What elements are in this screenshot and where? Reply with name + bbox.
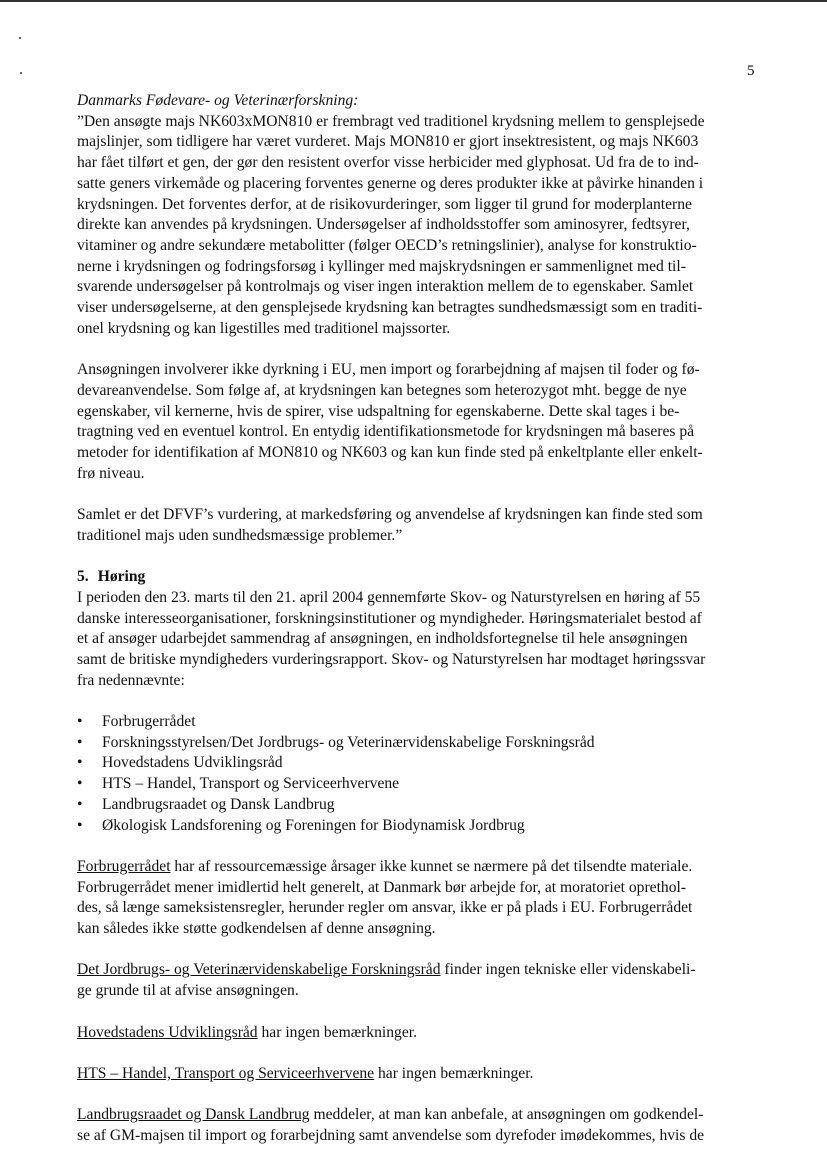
text-line: majslinjer, som tidligere har været vurderet. Majs MON810 er gjort insektresistent, og majs NK603 — [77, 133, 699, 151]
text-line: danske interesseorganisationer, forskningsinstitutioner og myndigheder. Høringsmaterialet bestod af — [77, 609, 702, 627]
text-line: onel krydsning og kan ligestilles med traditionel majssorter. — [77, 319, 451, 337]
bullet-icon: • — [77, 816, 83, 834]
text-line: I perioden den 23. marts til den 21. april 2004 gennemførte Skov- og Naturstyrelsen en høring af 55 — [77, 588, 701, 606]
text-line — [77, 1023, 757, 1044]
text-line — [77, 1064, 757, 1085]
response-text: har ingen bemærkninger. — [257, 1023, 417, 1041]
text-line: Forbrugerrådet mener imidlertid helt generelt, at Danmark bør arbejde for, at moratoriet oprethol- — [77, 878, 687, 896]
text-line: svarende undersøgelser på kontrolmajs og viser ingen interaktion mellem de to egenskaber. Samlet — [77, 278, 694, 296]
text-line: har fået tilført et gen, der gør den resistent overfor visse herbicider med glyphosat. Ud fra de to ind- — [77, 154, 699, 172]
text-line: kan således ikke støtte godkendelsen af denne ansøgning. — [77, 920, 436, 938]
quote-paragraph-2 — [77, 360, 757, 484]
text-line: egenskaber, vil kernerne, hvis de spirer, vise udspaltning for egenskaberne. Dette skal tages i be- — [77, 402, 680, 420]
list-item — [77, 795, 757, 816]
bullet-icon: • — [77, 733, 83, 751]
text-line: fra nedennævnte: — [77, 671, 185, 689]
organization-name: Hovedstadens Udviklingsråd — [77, 1023, 258, 1041]
text-line: tragtning ved en eventuel kontrol. En entydig identifikationsmetode for krydsningen må baseres på — [77, 423, 695, 441]
organization-name: Forbrugerrådet — [77, 857, 171, 875]
list-item-label: Landbrugsraadet og Dansk Landbrug — [102, 795, 335, 813]
text-line: krydsningen. Det forventes derfor, at de risikovurderinger, som ligger til grund for moderplanterne — [77, 195, 692, 213]
text-line — [77, 857, 757, 878]
section-heading — [77, 567, 757, 588]
text-line: se af GM-majsen til import og forarbejdning samt anvendelse som dyrefoder imødekommes, hvis de — [77, 1127, 705, 1145]
page-number: 5 — [747, 63, 755, 79]
organization-name: HTS – Handel, Transport og Serviceerhvervene — [77, 1064, 375, 1082]
text-line: vitaminer og andre sekundære metabolitter (følger OECD’s retningslinier), analyse for konstruktio- — [77, 236, 697, 254]
text-line: samt de britiske myndigheders vurderingsrapport. Skov- og Naturstyrelsen har modtaget høringssvar — [77, 650, 706, 668]
section-intro — [77, 588, 757, 692]
text-line: devareanvendelse. Som følge af, at krydsningen kan betegnes som heterozygot mht. begge de nye — [77, 381, 687, 399]
list-item — [77, 774, 757, 795]
quote-paragraph-1 — [77, 112, 757, 340]
scan-speck — [20, 72, 22, 74]
text-line — [77, 960, 757, 981]
quote-attribution: Danmarks Fødevare- og Veterinærforskning: — [77, 92, 359, 109]
response-jordbrug — [77, 960, 757, 1001]
scan-speck — [19, 37, 21, 39]
bullet-icon: • — [77, 754, 83, 772]
quote-paragraph-3 — [77, 505, 757, 546]
list-item — [77, 733, 757, 754]
response-text: har af ressourcemæssige årsager ikke kunnet se nærmere på det tilsendte materiale. — [170, 857, 693, 875]
response-forbrugerraadet — [77, 857, 757, 940]
organization-name: Det Jordbrugs- og Veterinærvidenskabelige Forskningsråd — [77, 961, 441, 979]
response-text: har ingen bemærkninger. — [374, 1064, 534, 1082]
list-item-label: Økologisk Landsforening og Foreningen for Biodynamisk Jordbrug — [102, 816, 525, 834]
text-line: direkte kan anvendes på krydsningen. Undersøgelser af indholdsstoffer som aminosyrer, fedtsyrer, — [77, 216, 690, 234]
list-item — [77, 712, 757, 733]
organization-name: Landbrugsraadet og Dansk Landbrug — [77, 1106, 310, 1124]
list-item — [77, 816, 757, 837]
list-item-label: Forbrugerrådet — [102, 713, 196, 731]
list-item-label: Forskningsstyrelsen/Det Jordbrugs- og Veterinærvidenskabelige Forskningsråd — [102, 733, 595, 751]
consultation-parties-list — [77, 712, 757, 836]
document-body — [77, 91, 757, 1147]
text-line: ge grunde til at afvise ansøgningen. — [77, 982, 299, 1000]
text-line: viser undersøgelserne, at den gensplejsede krydsning kan betragtes sundhedsmæssigt som en traditi- — [77, 299, 703, 317]
response-hovedstaden — [77, 1023, 757, 1044]
section-title: Høring — [97, 568, 146, 586]
list-item-label: HTS – Handel, Transport og Serviceerhvervene — [102, 775, 400, 793]
text-line: satte geners virkemåde og placering forventes generne og deres produkter ikke at påvirke hinanden i — [77, 174, 704, 192]
text-line: et af ansøger udarbejdet sammendrag af ansøgningen, en indholdsfortegnelse til hele ansøgningen — [77, 630, 688, 648]
response-text: meddeler, at man kan anbefale, at ansøgningen om godkendel- — [309, 1106, 704, 1124]
text-line: des, så længe sameksistensregler, herunder regler om ansvar, ikke er på plads i EU. Forbrugerrådet — [77, 899, 693, 917]
text-line: metoder for identifikation af MON810 og NK603 og kan kun finde sted på enkeltplante eller enkelt- — [77, 443, 703, 461]
text-line: ”Den ansøgte majs NK603xMON810 er frembragt ved traditionel krydsning mellem to gensplejsede — [77, 112, 705, 130]
text-line: nerne i krydsningen og fodringsforsøg i kyllinger med majskrydsningen er sammenlignet med til- — [77, 257, 686, 275]
response-hts — [77, 1064, 757, 1085]
list-item — [77, 753, 757, 774]
text-line — [77, 1105, 757, 1126]
bullet-icon: • — [77, 713, 83, 731]
text-line: traditionel majs uden sundhedsmæssige problemer.” — [77, 526, 403, 544]
response-text: finder ingen tekniske eller videnskabeli- — [440, 961, 696, 979]
list-item-label: Hovedstadens Udviklingsråd — [102, 754, 283, 772]
response-landbrug — [77, 1105, 757, 1146]
bullet-icon: • — [77, 775, 83, 793]
section-number: 5. — [77, 568, 89, 586]
scan-top-border — [0, 0, 827, 2]
text-line: frø niveau. — [77, 464, 145, 482]
text-line: Samlet er det DFVF’s vurdering, at markedsføring og anvendelse af krydsningen kan finde sted som — [77, 506, 703, 524]
text-line: Ansøgningen involverer ikke dyrkning i EU, men import og forarbejdning af majsen til foder og fø- — [77, 361, 700, 379]
bullet-icon: • — [77, 795, 83, 813]
